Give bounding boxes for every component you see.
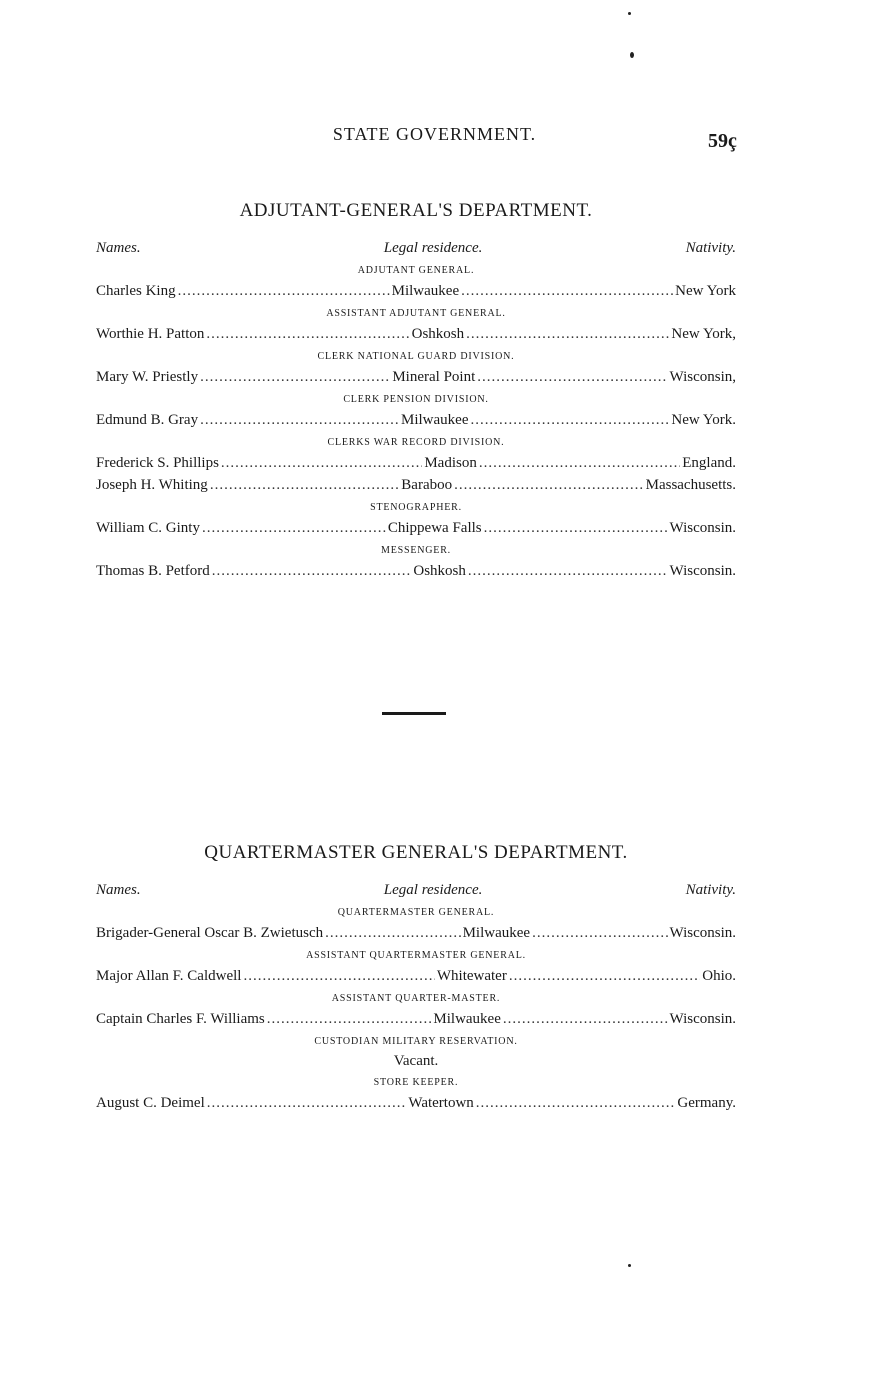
roster-entry (96, 366, 736, 388)
office-heading: CLERK PENSION DIVISION. (343, 394, 489, 405)
office-group (96, 545, 736, 582)
page-number: 59ç (708, 130, 737, 152)
nativity: Wisconsin. (669, 1011, 736, 1027)
dot-leader (503, 1008, 668, 1030)
ink-speck (628, 12, 631, 15)
nativity: New York. (671, 412, 736, 428)
dot-leader (210, 474, 399, 496)
office-group (96, 1036, 736, 1071)
office-heading: CLERK NATIONAL GUARD DIVISION. (317, 351, 515, 362)
office-heading: STORE KEEPER. (373, 1077, 459, 1088)
office-heading: MESSENGER. (381, 545, 451, 556)
nativity: Ohio. (702, 968, 737, 984)
dot-leader (325, 922, 460, 944)
roster-entry (96, 922, 736, 944)
roster (96, 907, 736, 1114)
col-residence-header: Legal residence. (383, 240, 483, 256)
dot-leader (484, 517, 668, 539)
roster-entry (96, 560, 736, 582)
legal-residence: Oshkosh (413, 563, 466, 579)
office-heading: CUSTODIAN MILITARY RESERVATION. (314, 1036, 518, 1047)
dot-leader (243, 965, 434, 987)
legal-residence: Whitewater (436, 968, 507, 984)
nativity: Wisconsin. (669, 520, 736, 536)
column-headers (96, 882, 736, 899)
quartermaster-general-section (96, 842, 736, 1118)
legal-residence: Watertown (408, 1095, 474, 1111)
roster-entry (96, 474, 736, 496)
office-heading: ADJUTANT GENERAL. (357, 265, 475, 276)
dot-leader (468, 560, 668, 582)
col-nativity-header: Nativity. (685, 882, 736, 898)
office-group (96, 265, 736, 302)
person-name: Captain Charles F. Williams (96, 1011, 265, 1027)
legal-residence: Chippewa Falls (387, 520, 482, 536)
nativity: New York (675, 283, 736, 299)
nativity: Massachusetts. (645, 477, 737, 493)
office-heading: ASSISTANT QUARTERMASTER GENERAL. (306, 950, 526, 961)
person-name: Thomas B. Petford (96, 563, 210, 579)
dot-leader (212, 560, 412, 582)
vacant-note: Vacant. (393, 1053, 439, 1069)
office-group (96, 502, 736, 539)
roster-entry (96, 1008, 736, 1030)
dot-leader (206, 323, 409, 345)
nativity: England. (682, 455, 737, 471)
section-title: ADJUTANT-GENERAL'S DEPARTMENT. (239, 200, 593, 221)
nativity: Wisconsin, (669, 369, 736, 385)
office-group (96, 950, 736, 987)
dot-leader (202, 517, 386, 539)
dot-leader (476, 1092, 676, 1114)
nativity: Wisconsin. (669, 563, 736, 579)
section-title: QUARTERMASTER GENERAL'S DEPARTMENT. (204, 842, 628, 863)
dot-leader (267, 1008, 432, 1030)
dot-leader (200, 366, 390, 388)
person-name: Frederick S. Phillips (96, 455, 219, 471)
adjutant-general-section (96, 200, 736, 586)
roster-entry (96, 409, 736, 431)
ink-speck (630, 52, 634, 58)
dot-leader (466, 323, 669, 345)
legal-residence: Madison (424, 455, 477, 471)
nativity: New York, (671, 326, 737, 342)
office-group (96, 394, 736, 431)
person-name: Joseph H. Whiting (96, 477, 208, 493)
dot-leader (221, 452, 422, 474)
roster-entry (96, 280, 736, 302)
dot-leader (200, 409, 399, 431)
office-group (96, 1077, 736, 1114)
dot-leader (454, 474, 643, 496)
person-name: William C. Ginty (96, 520, 200, 536)
office-heading: ASSISTANT ADJUTANT GENERAL. (326, 308, 506, 319)
col-nativity-header: Nativity. (685, 240, 736, 256)
ink-speck (628, 1264, 631, 1267)
nativity: Wisconsin. (669, 925, 737, 941)
office-heading: STENOGRAPHER. (370, 502, 462, 513)
office-group (96, 437, 736, 496)
office-group (96, 907, 736, 944)
dot-leader (477, 366, 667, 388)
dot-leader (461, 280, 673, 302)
dot-leader (479, 452, 680, 474)
person-name: Brigader-General Oscar B. Zwietusch (96, 925, 324, 941)
column-headers (96, 240, 736, 257)
roster-entry (96, 965, 736, 987)
col-residence-header: Legal residence. (383, 882, 483, 898)
office-group (96, 308, 736, 345)
person-name: Edmund B. Gray (96, 412, 199, 428)
running-head: STATE GOVERNMENT. (332, 124, 537, 144)
col-names-header: Names. (96, 240, 141, 256)
dot-leader (509, 965, 700, 987)
roster-entry (96, 323, 736, 345)
roster-entry (96, 1092, 736, 1114)
person-name: Worthie H. Patton (96, 326, 205, 342)
dot-leader (178, 280, 390, 302)
office-heading: ASSISTANT QUARTER-MASTER. (331, 993, 501, 1004)
dot-leader (207, 1092, 407, 1114)
roster-entry (96, 452, 736, 474)
dot-leader (470, 409, 669, 431)
legal-residence: Milwaukee (462, 925, 531, 941)
person-name: Major Allan F. Caldwell (96, 968, 242, 984)
legal-residence: Baraboo (401, 477, 453, 493)
legal-residence: Mineral Point (392, 369, 476, 385)
office-heading: CLERKS WAR RECORD DIVISION. (327, 437, 505, 448)
col-names-header: Names. (96, 882, 141, 898)
legal-residence: Oshkosh (411, 326, 465, 342)
person-name: Mary W. Priestly (96, 369, 199, 385)
office-group (96, 993, 736, 1030)
roster (96, 265, 736, 582)
office-heading: QUARTERMASTER GENERAL. (337, 907, 495, 918)
section-divider (382, 712, 446, 715)
roster-entry (96, 517, 736, 539)
legal-residence: Milwaukee (401, 412, 469, 428)
person-name: Charles King (96, 283, 176, 299)
dot-leader (532, 922, 667, 944)
office-group (96, 351, 736, 388)
legal-residence: Milwaukee (391, 283, 460, 299)
legal-residence: Milwaukee (433, 1011, 501, 1027)
person-name: August C. Deimel (96, 1095, 205, 1111)
nativity: Germany. (677, 1095, 736, 1111)
